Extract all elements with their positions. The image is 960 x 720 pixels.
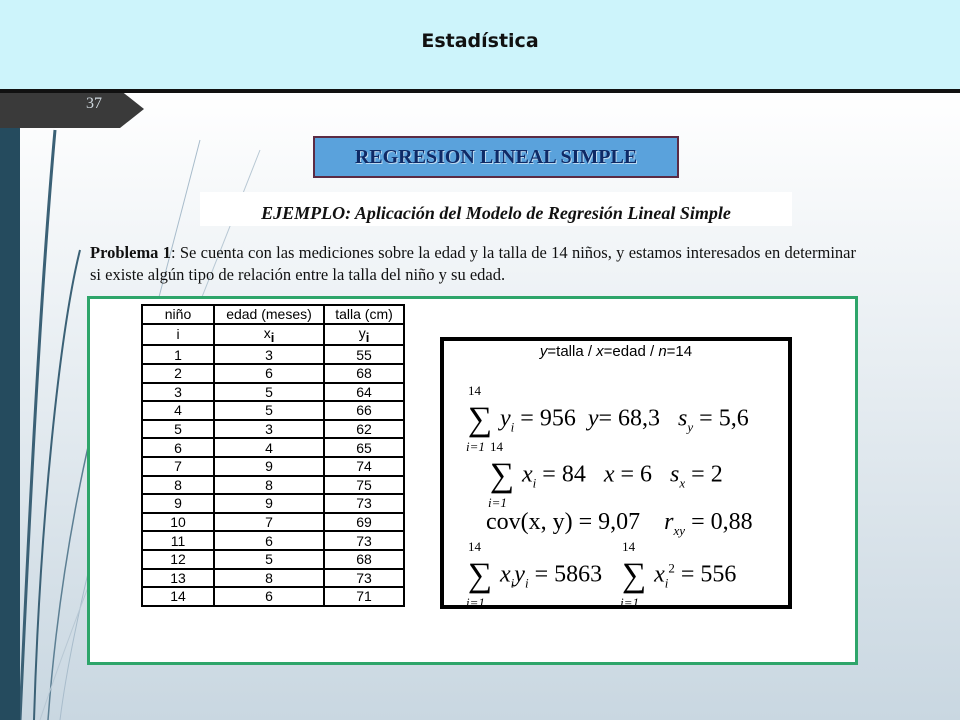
mean-x-value: = 6	[620, 461, 653, 488]
caption-n: n	[658, 343, 667, 360]
subheader-text: y	[358, 324, 366, 341]
table-cell: 75	[324, 476, 404, 495]
table-row	[142, 476, 404, 495]
caption-part: =edad /	[603, 343, 659, 360]
header-band	[0, 0, 960, 90]
table-cell: 6	[214, 531, 324, 550]
table-cell: 6	[142, 438, 214, 457]
table-cell: 6	[214, 364, 324, 383]
formula-row-y: ∑ 14 i=1 $y_i = 956$ y= 68,3 $s_y = 5,6$	[466, 383, 749, 454]
slide-number: 37	[86, 95, 102, 112]
table-cell: 7	[142, 457, 214, 476]
sum-x-value: = 84	[542, 461, 586, 488]
table-cell: 7	[214, 513, 324, 532]
table-cell: 1	[142, 345, 214, 364]
sum-y-value: = 956	[520, 405, 576, 432]
column-subheader	[214, 324, 324, 346]
table-row	[142, 513, 404, 532]
table-cell: 68	[324, 550, 404, 569]
sum-symbol: ∑ 14 i=1	[466, 383, 493, 454]
table-cell: 74	[324, 457, 404, 476]
formula-panel	[440, 337, 792, 609]
header-title: Estadística	[421, 30, 539, 52]
table-cell: 5	[214, 383, 324, 402]
table-cell: 5	[214, 550, 324, 569]
table-row	[142, 550, 404, 569]
table-cell: 8	[214, 569, 324, 588]
table-cell: 4	[142, 401, 214, 420]
table-row	[142, 531, 404, 550]
table-cell: 66	[324, 401, 404, 420]
caption-x: x	[596, 343, 604, 360]
header-divider	[0, 89, 960, 93]
table-cell: 8	[214, 476, 324, 495]
mean-y-value: = 68,3	[598, 405, 661, 432]
caption-part: =talla /	[547, 343, 597, 360]
r-value: = 0,88	[691, 509, 753, 535]
sum-symbol: ∑ 14 i=1	[620, 539, 647, 610]
table-row	[142, 438, 404, 457]
table-cell: 11	[142, 531, 214, 550]
table-cell: 12	[142, 550, 214, 569]
table-cell: 55	[324, 345, 404, 364]
table-cell: 9	[214, 494, 324, 513]
table-cell: 4	[214, 438, 324, 457]
cov-value: cov(x, y) = 9,07	[486, 509, 641, 535]
column-subheader	[324, 324, 404, 346]
table-cell: 10	[142, 513, 214, 532]
table-cell: 73	[324, 569, 404, 588]
table-cell: 73	[324, 531, 404, 550]
table-cell: 5	[214, 401, 324, 420]
table-row	[142, 401, 404, 420]
table-row	[142, 383, 404, 402]
table-cell: 73	[324, 494, 404, 513]
table-cell: 3	[214, 420, 324, 439]
table-cell: 6	[214, 587, 324, 606]
data-table	[141, 304, 405, 607]
table-row	[142, 364, 404, 383]
problem-label: Problema 1	[90, 243, 171, 262]
table-row	[142, 587, 404, 606]
table-cell: 71	[324, 587, 404, 606]
table-cell: 3	[214, 345, 324, 364]
table-cell: 64	[324, 383, 404, 402]
formula-row-cov: cov(x, y) = 9,07 $r_{xy} = 0,88$	[486, 509, 753, 538]
formula-row-x: ∑ 14 i=1 $x_i = 84$ x = 6 $s_x = 2$	[488, 439, 723, 510]
caption-y: y	[539, 343, 548, 360]
column-header: niño	[142, 305, 214, 324]
sum-symbol: ∑ 14 i=1	[488, 439, 515, 510]
table-subheader-row	[142, 324, 404, 346]
table-row	[142, 457, 404, 476]
table-header-row	[142, 305, 404, 324]
column-header: talla (cm)	[324, 305, 404, 324]
table-cell: 65	[324, 438, 404, 457]
table-row	[142, 420, 404, 439]
main-title: REGRESION LINEAL SIMPLE	[313, 136, 679, 178]
left-accent-bar	[0, 128, 20, 720]
table-cell: 62	[324, 420, 404, 439]
subheader-index: i	[365, 329, 370, 345]
example-subtitle: EJEMPLO: Aplicación del Modelo de Regresión Lineal Simple	[200, 192, 792, 226]
table-cell: 8	[142, 476, 214, 495]
sd-y-value: = 5,6	[699, 405, 749, 432]
subheader-index: i	[270, 329, 275, 345]
formula-caption	[444, 343, 788, 360]
formula-row-products: ∑ 14 i=1 $x_iy_i = 5863$ ∑ 14 i=1 $x_i^2 = 556$	[466, 539, 737, 610]
table-row	[142, 569, 404, 588]
caption-part: =14	[666, 343, 693, 360]
column-header: edad (meses)	[214, 305, 324, 324]
table-cell: 5	[142, 420, 214, 439]
table-cell: 13	[142, 569, 214, 588]
table-cell: 9	[142, 494, 214, 513]
sd-x-value: = 2	[691, 461, 723, 488]
problem-statement	[90, 242, 856, 286]
sum-x2-value: = 556	[680, 561, 737, 588]
table-cell: 68	[324, 364, 404, 383]
subheader-text: x	[263, 324, 271, 341]
problem-text: : Se cuenta con las mediciones sobre la edad y la talla de 14 niños, y estamos interesados en determinar si existe algún tipo de relación entre la talla del niño y su edad.	[90, 243, 856, 284]
subheader-text: i	[176, 326, 180, 343]
table-cell: 14	[142, 587, 214, 606]
table-row	[142, 494, 404, 513]
table-cell: 69	[324, 513, 404, 532]
table-cell: 2	[142, 364, 214, 383]
table-cell: 3	[142, 383, 214, 402]
table-cell: 9	[214, 457, 324, 476]
column-subheader	[142, 324, 214, 346]
sum-symbol: ∑ 14 i=1	[466, 539, 493, 610]
table-row	[142, 345, 404, 364]
sum-xy-value: = 5863	[534, 561, 603, 588]
